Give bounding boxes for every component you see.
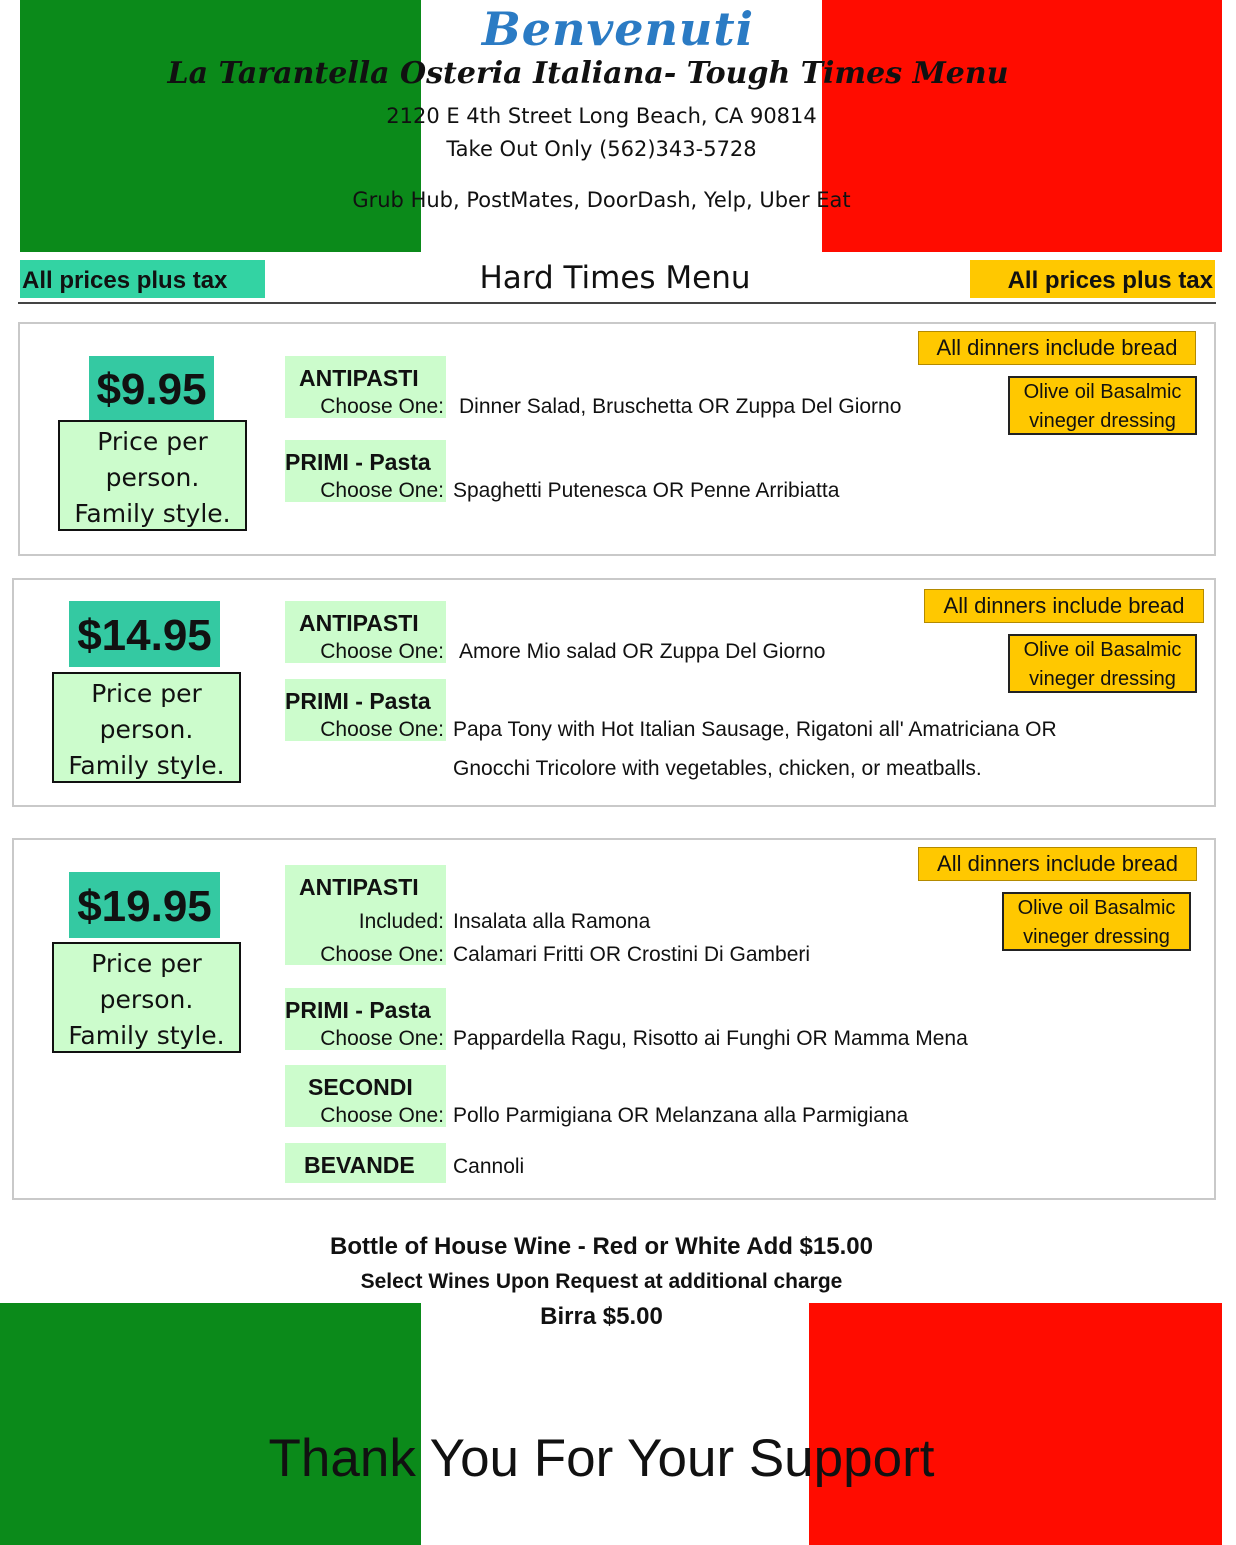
dressing-line: Olive oil Basalmic [1023, 381, 1182, 403]
restaurant-subtitle: La Tarantella Osteria Italiana- Tough Times Menu [167, 56, 1009, 91]
included-label: Included: [358, 910, 444, 933]
price-desc-line: person. [99, 715, 194, 744]
price-description [52, 942, 241, 1053]
dressing-line: vineger dressing [1029, 410, 1176, 432]
price-tag: $9.95 [89, 356, 214, 420]
title-divider [18, 302, 1216, 304]
dressing-note [1002, 892, 1191, 951]
menu-items: Insalata alla Ramona [453, 910, 651, 933]
choose-label: Choose One: [320, 640, 444, 663]
price-desc-line: Family style. [68, 1021, 225, 1050]
dressing-line: Olive oil Basalmic [1017, 897, 1176, 919]
price-desc-line: person. [99, 985, 194, 1014]
menu-items: Pappardella Ragu, Risotto ai Funghi OR Mamma Mena [453, 1027, 968, 1050]
price-tag: $14.95 [69, 601, 220, 667]
category-label: PRIMI - Pasta [285, 997, 431, 1023]
price-desc-line: Price per [97, 427, 208, 456]
dressing-note [1008, 376, 1197, 435]
menu-items: Spaghetti Putenesca OR Penne Arribiatta [453, 479, 840, 502]
thank-you-message: Thank You For Your Support [268, 1429, 935, 1488]
price-desc-line: Price per [91, 949, 202, 978]
choose-label: Choose One: [320, 718, 444, 741]
choose-label: Choose One: [320, 479, 444, 502]
price-desc-line: Family style. [74, 499, 231, 528]
bread-note: All dinners include bread [924, 589, 1204, 623]
bread-note: All dinners include bread [918, 331, 1196, 365]
price-tag: $19.95 [69, 872, 220, 938]
menu-items: Amore Mio salad OR Zuppa Del Giorno [459, 640, 826, 663]
address: 2120 E 4th Street Long Beach, CA 90814 [386, 104, 817, 128]
flag-green-bottom [0, 1303, 421, 1545]
select-wines-note: Select Wines Upon Request at additional charge [360, 1270, 843, 1293]
price-description [52, 672, 241, 783]
flag-red-bottom [809, 1303, 1222, 1545]
menu-items: Calamari Fritti OR Crostini Di Gamberi [453, 943, 811, 966]
category-label: PRIMI - Pasta [285, 449, 431, 475]
menu-items: Papa Tony with Hot Italian Sausage, Rigatoni all' Amatriciana OR [453, 718, 1057, 741]
tax-note-left: All prices plus tax [20, 260, 265, 298]
house-wine-note: Bottle of House Wine - Red or White Add $15.00 [330, 1233, 873, 1260]
birra-price: Birra $5.00 [540, 1303, 663, 1330]
dressing-line: Olive oil Basalmic [1023, 639, 1182, 661]
category-label: BEVANDE [304, 1152, 415, 1178]
dressing-line: vineger dressing [1023, 926, 1170, 948]
price-description [58, 420, 247, 531]
menu-items: Pollo Parmigiana OR Melanzana alla Parmigiana [453, 1104, 909, 1127]
delivery-services: Grub Hub, PostMates, DoorDash, Yelp, Uber Eat [352, 188, 851, 212]
page-title: Benvenuti [481, 2, 755, 56]
category-label: PRIMI - Pasta [285, 688, 431, 714]
choose-label: Choose One: [320, 943, 444, 966]
menu-items: Cannoli [453, 1155, 525, 1178]
price-desc-line: Family style. [68, 751, 225, 780]
choose-label: Choose One: [320, 395, 444, 418]
tax-note-right: All prices plus tax [970, 260, 1215, 298]
price-desc-line: person. [105, 463, 200, 492]
category-label: ANTIPASTI [299, 610, 419, 636]
choose-label: Choose One: [320, 1027, 444, 1050]
menu-title: Hard Times Menu [479, 260, 751, 296]
dressing-line: vineger dressing [1029, 668, 1176, 690]
dressing-note [1008, 634, 1197, 693]
takeout-phone: Take Out Only (562)343-5728 [446, 137, 757, 161]
choose-label: Choose One: [320, 1104, 444, 1127]
category-label: ANTIPASTI [299, 365, 419, 391]
menu-items: Dinner Salad, Bruschetta OR Zuppa Del Giorno [459, 395, 902, 418]
price-desc-line: Price per [91, 679, 202, 708]
bread-note: All dinners include bread [918, 847, 1197, 881]
category-label: SECONDI [308, 1074, 413, 1100]
menu-items: Gnocchi Tricolore with vegetables, chicken, or meatballs. [453, 757, 982, 780]
category-label: ANTIPASTI [299, 874, 419, 900]
